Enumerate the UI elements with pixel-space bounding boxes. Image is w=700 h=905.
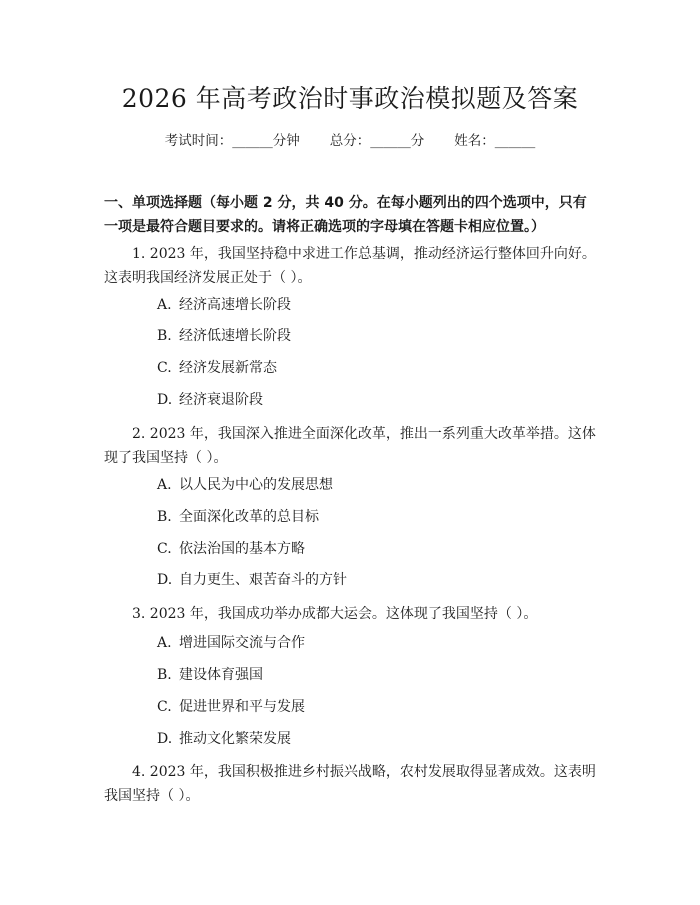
option-text: 经济高速增长阶段 <box>179 297 291 313</box>
option-text: 经济低速增长阶段 <box>179 328 291 344</box>
option-letter: A. <box>157 635 172 651</box>
option-letter: A. <box>157 297 172 313</box>
option-letter: C. <box>157 699 172 715</box>
question-2: 2. 2023 年，我国深入推进全面深化改革，推出一系列重大改革举措。这体现了我国坚持（ ）。 <box>104 426 596 466</box>
option-text: 以人民为中心的发展思想 <box>179 477 333 493</box>
option-3c <box>157 697 305 717</box>
option-letter: A. <box>157 477 172 493</box>
option-1c <box>157 358 277 378</box>
option-text: 全面深化改革的总目标 <box>179 509 319 525</box>
option-text: 增进国际交流与合作 <box>179 635 305 651</box>
option-text: 依法治国的基本方略 <box>179 541 305 557</box>
option-text: 经济发展新常态 <box>179 360 277 376</box>
option-2b <box>157 507 319 527</box>
option-1a <box>157 295 291 315</box>
option-letter: C. <box>157 541 172 557</box>
option-letter: D. <box>157 392 173 408</box>
option-text: 促进世界和平与发展 <box>179 699 305 715</box>
option-letter: D. <box>157 731 173 747</box>
option-3b <box>157 665 263 685</box>
student-name: 姓名：______ <box>454 133 536 149</box>
option-letter: C. <box>157 360 172 376</box>
option-3a <box>157 633 305 653</box>
section-heading: 一、单项选择题（每小题 2 分，共 40 分。在每小题列出的四个选项中，只有一项是最符合题目要求的。请将正确选项的字母填在答题卡相应位置。） <box>104 195 587 235</box>
option-letter: B. <box>157 667 172 683</box>
question-4: 4. 2023 年，我国积极推进乡村振兴战略，农村发展取得显著成效。这表明我国坚持（ ）。 <box>104 764 596 804</box>
option-1d <box>157 390 263 410</box>
option-text: 建设体育强国 <box>179 667 263 683</box>
exam-total-score: 总分：______分 <box>329 133 425 149</box>
option-3d <box>157 729 291 749</box>
option-text: 自力更生、艰苦奋斗的方针 <box>179 572 347 588</box>
exam-time: 考试时间：______分钟 <box>164 133 300 149</box>
option-2c <box>157 539 305 559</box>
option-text: 经济衰退阶段 <box>179 392 263 408</box>
option-text: 推动文化繁荣发展 <box>179 731 291 747</box>
question-3: 3. 2023 年，我国成功举办成都大运会。这体现了我国坚持（ ）。 <box>132 606 538 622</box>
option-letter: D. <box>157 572 173 588</box>
option-letter: B. <box>157 509 172 525</box>
document-title: 2026 年高考政治时事政治模拟题及答案 <box>121 84 579 113</box>
question-1: 1. 2023 年，我国坚持稳中求进工作总基调，推动经济运行整体回升向好。这表明我国经济发展正处于（ ）。 <box>104 246 596 286</box>
option-letter: B. <box>157 328 172 344</box>
option-2a <box>157 475 333 495</box>
option-2d <box>157 570 347 590</box>
exam-meta <box>0 131 700 151</box>
option-1b <box>157 326 291 346</box>
